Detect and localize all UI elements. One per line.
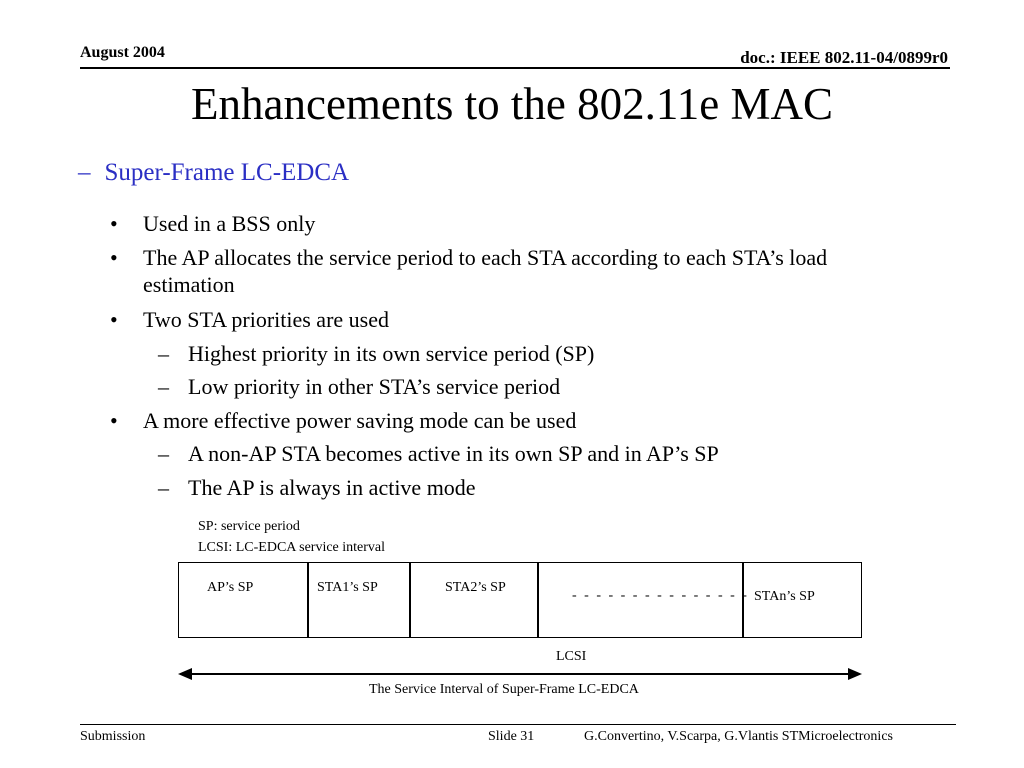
bullet-marker: • [110, 245, 118, 270]
cell-divider [409, 563, 411, 637]
sub-bullet-marker: – [158, 374, 169, 399]
header-date: August 2004 [80, 44, 165, 61]
sub-bullet-marker: – [158, 441, 169, 466]
sub-bullet-text: Highest priority in its own service period (SP) [188, 341, 595, 366]
superframe-diagram [178, 562, 862, 638]
lcsi-label: LCSI [556, 649, 587, 664]
slide-subtitle [78, 159, 349, 187]
lcsi-double-arrow [178, 666, 862, 682]
cell-ap-sp: AP’s SP [207, 580, 254, 595]
bullet-text: Two STA priorities are used [143, 307, 389, 332]
double-arrow-icon [178, 666, 862, 682]
slide-title: Enhancements to the 802.11e MAC [191, 79, 833, 129]
header-rule [80, 67, 950, 69]
cell-divider [307, 563, 309, 637]
sub-bullet-text: A non-AP STA becomes active in its own SP and in AP’s SP [188, 441, 719, 466]
bullet-marker: • [110, 211, 118, 236]
sub-bullet-text: Low priority in other STA’s service period [188, 374, 561, 399]
sub-bullet-marker: – [158, 341, 169, 366]
subtitle-dash: – [78, 159, 91, 186]
bullet-text: The AP allocates the service period to each STA according to each STA’s load [143, 245, 828, 270]
footer-rule [80, 724, 956, 725]
cell-ellipsis-dashes: - - - - - - - - - - - - - - - [572, 588, 749, 603]
bullet-marker: • [110, 307, 118, 332]
cell-stan-sp: STAn’s SP [754, 589, 815, 604]
bullet-text: Used in a BSS only [143, 211, 316, 236]
cell-sta2-sp: STA2’s SP [445, 580, 506, 595]
diagram-caption: The Service Interval of Super-Frame LC-EDCA [369, 682, 639, 697]
legend-sp: SP: service period [198, 519, 300, 534]
bullet-marker: • [110, 408, 118, 433]
subtitle-text: Super-Frame LC-EDCA [104, 159, 350, 186]
footer-slide-number: Slide 31 [488, 729, 535, 744]
sub-bullet-text: The AP is always in active mode [188, 475, 476, 500]
header-doc-id: doc.: IEEE 802.11-04/0899r0 [740, 48, 948, 67]
footer-authors: G.Convertino, V.Scarpa, G.Vlantis STMicroelectronics [584, 729, 893, 744]
sub-bullet-marker: – [158, 475, 169, 500]
bullet-text-continuation: estimation [143, 272, 235, 297]
cell-sta1-sp: STA1’s SP [317, 580, 378, 595]
footer-submission: Submission [80, 729, 146, 744]
legend-lcsi: LCSI: LC-EDCA service interval [198, 540, 386, 555]
bullet-text: A more effective power saving mode can be used [143, 408, 577, 433]
cell-divider [537, 563, 539, 637]
